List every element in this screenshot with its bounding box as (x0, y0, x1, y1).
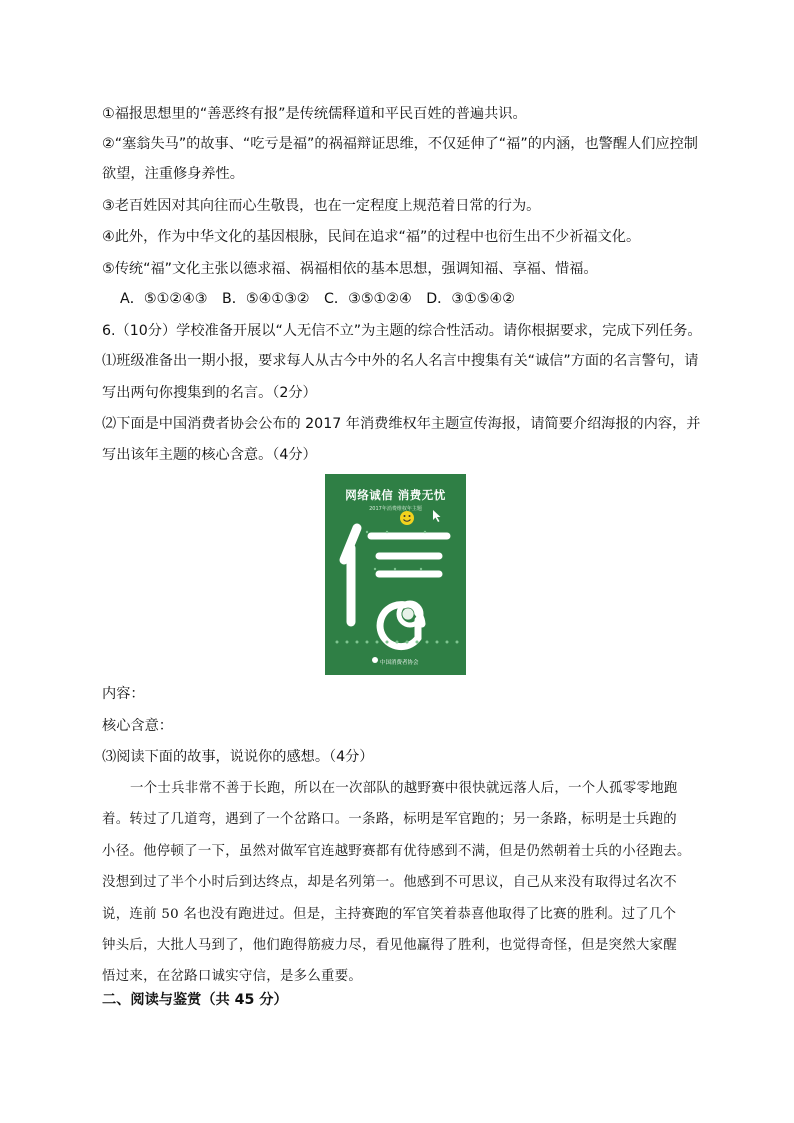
part1-line1: ⑴班级准备出一期小报，要求每人从古今中外的名人名言中搜集有关“诚信”方面的名言警句，请 (102, 353, 699, 369)
globe-icon (402, 608, 414, 620)
org-logo-icon (372, 657, 378, 663)
story-line: 着。转过了几道弯，遇到了一个岔路口。一条路，标明是军官跑的；另一条路，标明是士兵跑的 (102, 812, 678, 827)
answer-choices: A．⑤①②④③ B．⑤④①③② C．③⑤①②④ D．③①⑤④② (120, 291, 515, 307)
section-2-heading: 二、阅读与鉴赏（共 45 分） (102, 992, 288, 1008)
story-line: 悟过来，在岔路口诚实守信，是多么重要。 (102, 969, 363, 984)
meaning-label: 核心含意： (102, 718, 173, 734)
story-line: 一个士兵非常不善于长跑，所以在一次部队的越野赛中很快就远落人后，一个人孤零零地跑 (130, 781, 678, 796)
part3-prompt: ⑶阅读下面的故事，说说你的感想。（4分） (102, 749, 374, 765)
smiley-eye-right (409, 515, 411, 517)
question-6-header: 6.（10分）学校准备开展以“人无信不立”为主题的综合性活动。请你根据要求，完成下列任务。 (102, 323, 702, 339)
smiley-icon (400, 511, 414, 525)
part2-line1: ⑵下面是中国消费者协会公布的 2017 年消费维权年主题宣传海报，请简要介绍海报的内容，并 (102, 416, 701, 432)
story-line: 小径。他停顿了一下，虽然对做军官连越野赛都有优待感到不满，但是仍然朝着士兵的小径跑去。 (102, 844, 691, 859)
poster-subtitle: 2017年消费维权年主题 (369, 506, 422, 512)
option-item-2-line1: ②“塞翁失马”的故事、“吃亏是福”的祸福辩证思维，不仅延伸了“福”的内涵，也警醒人们应控制 (102, 136, 698, 152)
option-item-5: ⑤传统“福”文化主张以德求福、祸福相依的基本思想，强调知福、享福、惜福。 (102, 261, 598, 277)
option-item-2-line2: 欲望，注重修身养性。 (102, 166, 244, 182)
story-line: 说，连前 50 名也没有跑进过。但是，主持赛跑的军官笑着恭喜他取得了比赛的胜利。过了几个 (102, 907, 677, 922)
smiley-eye-left (404, 515, 406, 517)
content-label: 内容： (102, 686, 145, 702)
poster-title: 网络诚信 消费无忧 (345, 488, 446, 502)
part1-line2: 写出两句你搜集到的名言。（2分） (102, 385, 317, 401)
poster (325, 474, 466, 675)
poster-dots-bottom (336, 641, 459, 644)
option-item-4: ④此外，作为中华文化的基因根脉，民间在追求“福”的过程中也衍生出不少祈福文化。 (102, 229, 641, 245)
option-item-3: ③老百姓因对其向往而心生敬畏，也在一定程度上规范着日常的行为。 (102, 198, 541, 214)
story-line: 没想到过了半个小时后到达终点，却是名列第一。他感到不可思议，自己从来没有取得过名次不 (102, 875, 678, 890)
story-line: 钟头后，大批人马到了，他们跑得筋疲力尽，看见他赢得了胜利，也觉得奇怪，但是突然大家醒 (102, 938, 678, 953)
part2-line2: 写出该年主题的核心含意。（4分） (102, 447, 317, 463)
option-item-1: ①福报思想里的“善恶终有报”是传统儒释道和平民百姓的普遍共识。 (102, 106, 527, 122)
poster-org: 中国消费者协会 (380, 660, 419, 666)
